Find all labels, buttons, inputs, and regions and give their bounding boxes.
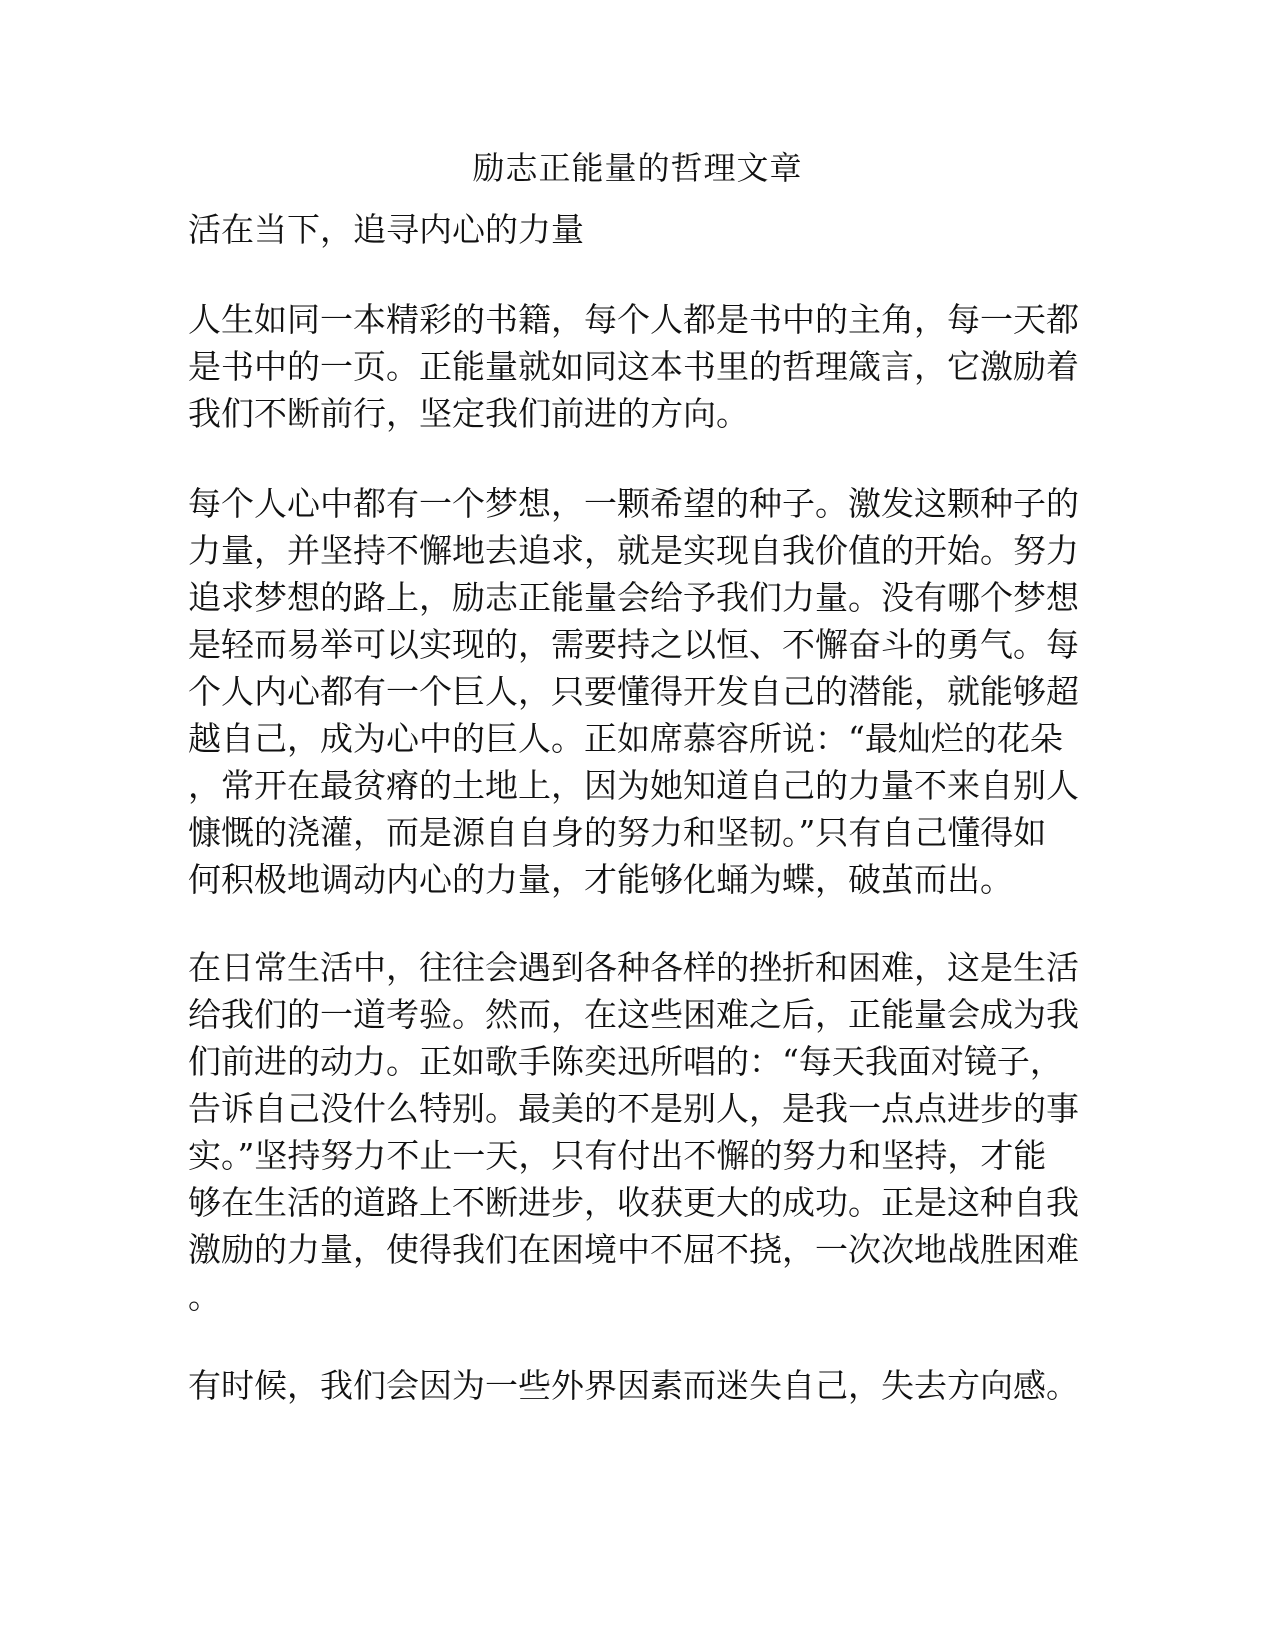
- paragraph-2-line-9: 何积极地调动内心的力量，才能够化蛹为蝶，破茧而出。: [188, 860, 1013, 899]
- paragraph-1-line-3: 我们不断前行，坚定我们前进的方向。: [188, 394, 749, 433]
- paragraph-4-line-1: 有时候，我们会因为一些外界因素而迷失自己，失去方向感。: [188, 1366, 1079, 1405]
- paragraph-3-line-7: 激励的力量，使得我们在困境中不屈不挠，一次次地战胜困难: [188, 1230, 1079, 1269]
- paragraph-2-line-7: ，常开在最贫瘠的土地上，因为她知道自己的力量不来自别人: [188, 766, 1079, 805]
- paragraph-3-line-1: 在日常生活中，往往会遇到各种各样的挫折和困难，这是生活: [188, 948, 1079, 987]
- paragraph-2-line-4: 是轻而易举可以实现的，需要持之以恒、不懈奋斗的勇气。每: [188, 625, 1079, 664]
- paragraph-3-line-4: 告诉自己没什么特别。最美的不是别人，是我一点点进步的事: [188, 1089, 1079, 1128]
- document-subtitle: 活在当下，追寻内心的力量: [188, 210, 584, 249]
- paragraph-2-line-8: 慷慨的浇灌，而是源自自身的努力和坚韧。”只有自己懂得如: [188, 813, 1047, 852]
- paragraph-3-line-2: 给我们的一道考验。然而，在这些困难之后，正能量会成为我: [188, 995, 1079, 1034]
- paragraph-2-line-6: 越自己，成为心中的巨人。正如席慕容所说：“最灿烂的花朵: [188, 719, 1063, 758]
- paragraph-3-line-6: 够在生活的道路上不断进步，收获更大的成功。正是这种自我: [188, 1183, 1079, 1222]
- document-title: 励志正能量的哲理文章: [472, 149, 803, 187]
- paragraph-2-line-5: 个人内心都有一个巨人，只要懂得开发自己的潜能，就能够超: [188, 672, 1079, 711]
- paragraph-3-line-8: 。: [188, 1277, 221, 1316]
- paragraph-1-line-2: 是书中的一页。正能量就如同这本书里的哲理箴言，它激励着: [188, 347, 1079, 386]
- paragraph-3-line-3: 们前进的动力。正如歌手陈奕迅所唱的：“每天我面对镜子，: [188, 1042, 1063, 1081]
- paragraph-3-line-5: 实。”坚持努力不止一天，只有付出不懈的努力和坚持，才能: [188, 1136, 1047, 1175]
- paragraph-1-line-1: 人生如同一本精彩的书籍，每个人都是书中的主角，每一天都: [188, 300, 1079, 339]
- paragraph-2-line-3: 追求梦想的路上，励志正能量会给予我们力量。没有哪个梦想: [188, 578, 1079, 617]
- paragraph-2-line-2: 力量，并坚持不懈地去追求，就是实现自我价值的开始。努力: [188, 531, 1079, 570]
- paragraph-2-line-1: 每个人心中都有一个梦想，一颗希望的种子。激发这颗种子的: [188, 484, 1079, 523]
